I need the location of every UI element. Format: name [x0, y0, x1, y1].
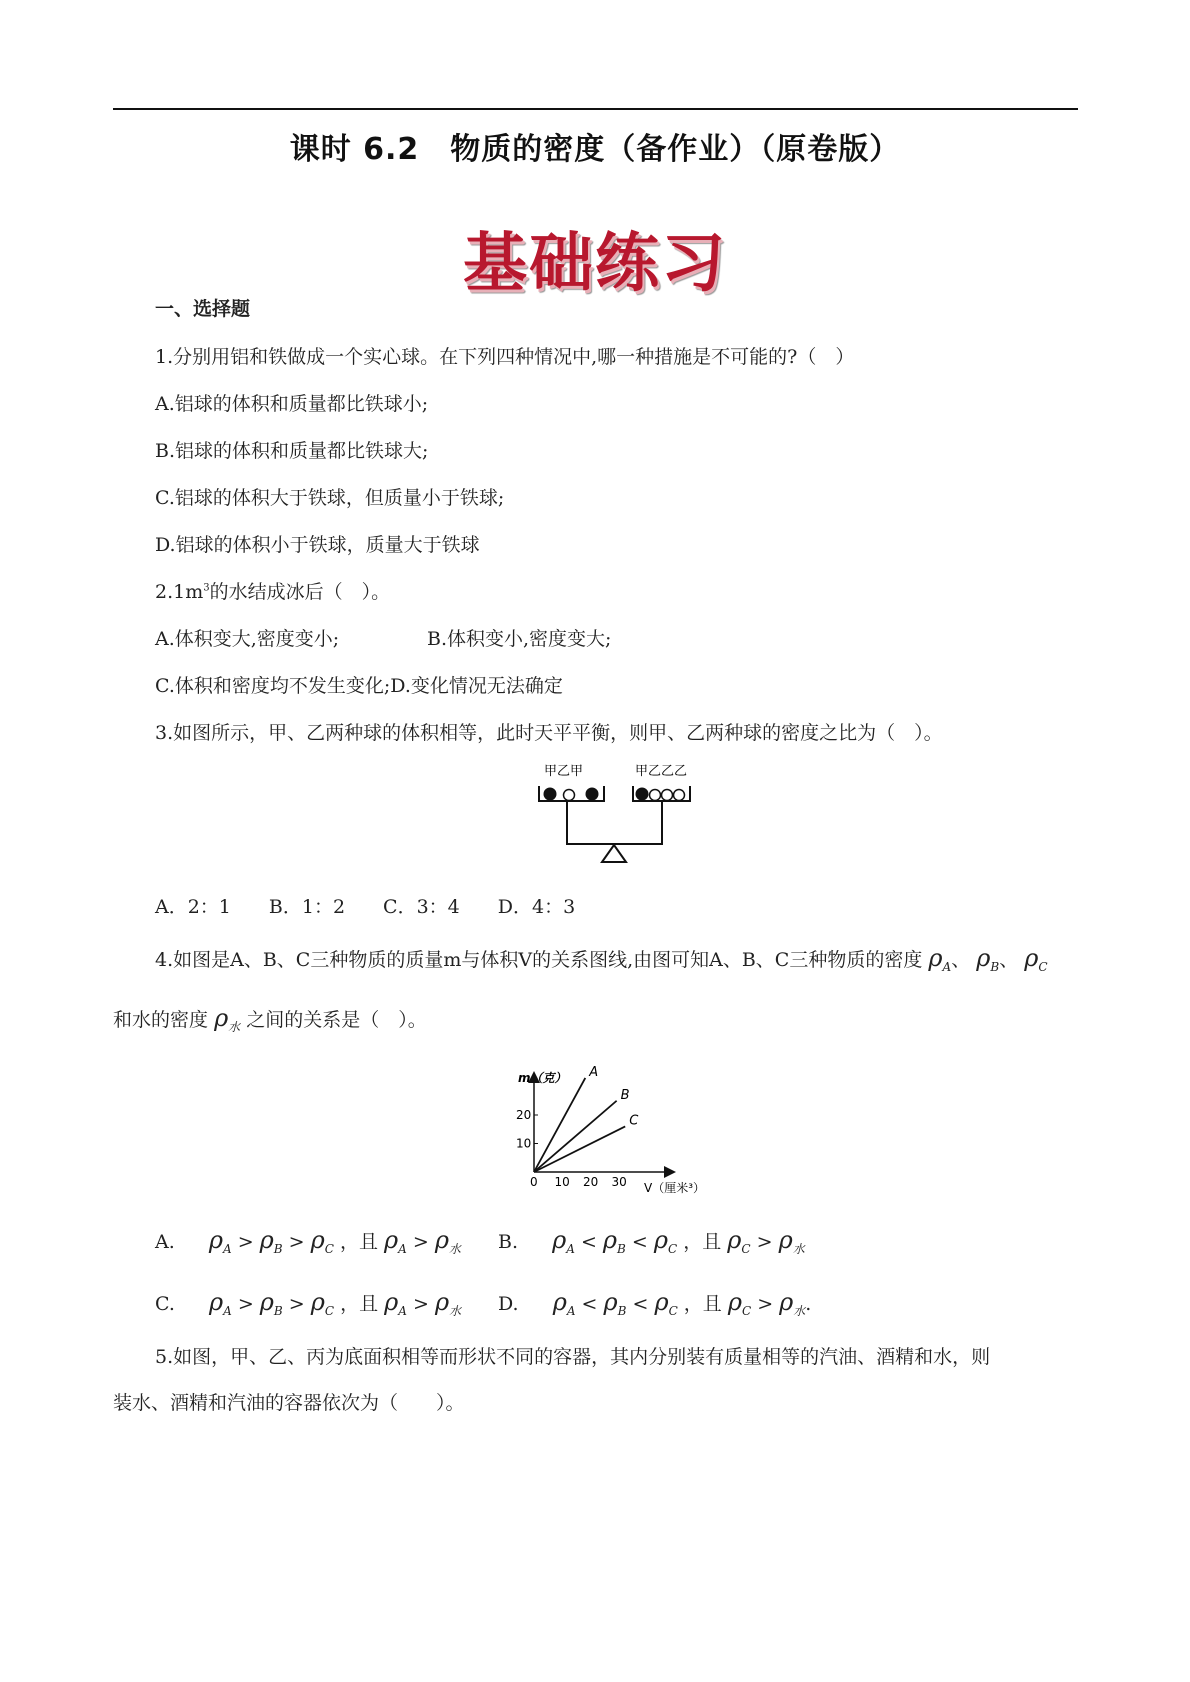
qie-text: ，且: [340, 1293, 379, 1315]
q4-stem2-post: 之间的关系是（ ）。: [246, 1009, 427, 1031]
q1-option-c: C.铝球的体积大于铁球，但质量小于铁球;: [155, 487, 505, 509]
period: .: [805, 1293, 812, 1315]
gt-sign: >: [288, 1293, 305, 1315]
rho-sub-c: C: [1038, 959, 1048, 974]
x-tick-label: 20: [583, 1175, 599, 1189]
q4-stem: [155, 944, 1048, 974]
rho-symbol: ρ: [727, 1226, 742, 1254]
rho-sub-water: 水: [228, 1019, 241, 1034]
lt-sign: <: [580, 1231, 597, 1253]
qie-text: ，且: [339, 1231, 378, 1253]
option-letter: C.: [155, 1293, 175, 1315]
separator: 、: [951, 949, 971, 971]
q5-stem-line1: 5.如图，甲、乙、丙为底面积相等而形状不同的容器，其内分别装有质量相等的汽油、酒精和水，则: [155, 1346, 991, 1368]
rho-symbol: ρ: [259, 1288, 274, 1316]
fulcrum: [602, 845, 626, 862]
rho-symbol: ρ: [384, 1226, 399, 1254]
series-label-c: C: [629, 1113, 639, 1129]
rho-sub-water: 水: [448, 1241, 461, 1256]
rho-sub-b: B: [617, 1303, 627, 1318]
option-letter: D.: [498, 1293, 519, 1315]
rho-sub-c: C: [667, 1241, 678, 1256]
ball-yi: [662, 790, 673, 801]
rho-symbol: ρ: [976, 944, 991, 972]
gt-sign: >: [237, 1231, 254, 1253]
q2-stem-pre: 2.1m: [155, 581, 204, 603]
rho-sub-a: A: [566, 1303, 576, 1318]
option-letter: A.: [155, 1231, 175, 1253]
rho-sub-b: B: [273, 1303, 283, 1318]
q4-option-d: [498, 1288, 811, 1319]
x-axis-label: V（厘米³）: [644, 1181, 706, 1195]
balance-left-label: 甲乙甲: [544, 764, 584, 779]
page-title: 课时 6.2 物质的密度（备作业）（原卷版）: [289, 132, 901, 167]
rho-symbol: ρ: [654, 1288, 669, 1316]
x-tick-label: 10: [554, 1175, 570, 1189]
gt-sign: >: [237, 1293, 254, 1315]
top-rule: [113, 108, 1078, 110]
separator: 、: [999, 949, 1019, 971]
ball-jia: [636, 788, 649, 801]
rho-symbol: ρ: [552, 1226, 567, 1254]
section-banner: 基础练习: [463, 226, 727, 301]
rho-symbol: ρ: [602, 1226, 618, 1254]
rho-sub-a: A: [398, 1241, 407, 1256]
series-label-a: A: [589, 1064, 599, 1080]
rho-sub-c: C: [324, 1303, 335, 1318]
rho-sub-c: C: [668, 1303, 678, 1318]
lt-sign: <: [581, 1293, 598, 1315]
rho-symbol: ρ: [434, 1288, 450, 1316]
rho-sub-a: A: [398, 1303, 407, 1318]
rho-sub-c: C: [324, 1241, 334, 1256]
rho-symbol: ρ: [779, 1288, 794, 1316]
rho-symbol: ρ: [209, 1288, 224, 1316]
q2-option-a: A.体积变大,密度变小;: [155, 628, 340, 650]
rho-sub-b: B: [990, 959, 1000, 974]
lt-sign: <: [632, 1293, 649, 1315]
ball-jia: [544, 788, 557, 801]
q3-options: A．2：1 B．1：2 C．3：4 D．4：3: [155, 896, 576, 918]
gt-sign: >: [757, 1293, 774, 1315]
ball-yi: [564, 790, 575, 801]
q1-option-d: D.铝球的体积小于铁球，质量大于铁球: [155, 534, 480, 556]
q2-stem: [155, 577, 390, 604]
rho-symbol: ρ: [310, 1288, 325, 1316]
rho-symbol: ρ: [727, 1288, 742, 1316]
option-letter: B.: [498, 1231, 519, 1253]
q1-option-a: A.铝球的体积和质量都比铁球小;: [155, 393, 429, 415]
y-tick-label: 20: [516, 1108, 532, 1122]
lt-sign: <: [631, 1231, 648, 1253]
rho-sub-a: A: [566, 1241, 575, 1256]
rho-sub-c: C: [741, 1303, 752, 1318]
q4-option-c: [155, 1288, 461, 1319]
q4-stem2-pre: 和水的密度: [113, 1009, 209, 1031]
rho-symbol: ρ: [603, 1288, 618, 1316]
ball-jia: [586, 788, 599, 801]
rho-symbol: ρ: [1024, 944, 1039, 972]
balance-right-label: 甲乙乙乙: [635, 764, 688, 779]
gt-sign: >: [412, 1231, 429, 1253]
gt-sign: >: [412, 1293, 429, 1315]
q1-stem: 1.分别用铝和铁做成一个实心球。在下列四种情况中,哪一种措施是不可能的?（ ）: [155, 346, 855, 368]
rho-symbol: ρ: [552, 1288, 567, 1316]
qie-text: ，且: [683, 1231, 722, 1253]
rho-sub-a: A: [222, 1241, 232, 1256]
rho-sub-a: A: [223, 1303, 232, 1318]
rho-symbol: ρ: [214, 1004, 229, 1032]
q2-stem-sup: 3: [203, 582, 210, 594]
rho-symbol: ρ: [778, 1226, 793, 1254]
rho-sub-water: 水: [793, 1303, 806, 1318]
q4-stem-text: 4.如图是A、B、C三种物质的质量m与体积V的关系图线,由图可知A、B、C三种物质的密度: [155, 949, 923, 971]
rho-sub-b: B: [273, 1241, 283, 1256]
balance-figure: [535, 760, 695, 870]
qie-text: ，且: [683, 1293, 722, 1315]
section-heading: 一、选择题: [155, 298, 251, 320]
rho-sub-b: B: [617, 1241, 626, 1256]
q2-stem-post: 的水结成冰后（ ）。: [209, 581, 391, 603]
rho-sub-c: C: [741, 1241, 751, 1256]
gt-sign: >: [756, 1231, 773, 1253]
rho-sub-a: A: [942, 959, 952, 974]
rho-sub-water: 水: [449, 1303, 462, 1318]
series-line-a: [534, 1078, 585, 1172]
rho-symbol: ρ: [259, 1226, 274, 1254]
rho-symbol: ρ: [928, 944, 943, 972]
q4-option-b: [498, 1226, 805, 1257]
rho-symbol: ρ: [434, 1226, 449, 1254]
q1-option-b: B.铝球的体积和质量都比铁球大;: [155, 440, 429, 462]
x-tick-label: 0: [530, 1175, 538, 1189]
q4-stem-line2: [113, 1004, 427, 1035]
q2-option-b: B.体积变小,密度变大;: [427, 628, 612, 650]
rho-symbol: ρ: [653, 1226, 668, 1254]
ball-yi: [650, 790, 661, 801]
q3-stem: 3.如图所示，甲、乙两种球的体积相等，此时天平平衡，则甲、乙两种球的密度之比为（ ）。: [155, 722, 943, 744]
rho-symbol: ρ: [310, 1226, 325, 1254]
y-tick-label: 10: [516, 1136, 532, 1151]
ball-yi: [674, 790, 685, 801]
series-label-b: B: [620, 1087, 630, 1103]
q4-option-a: [155, 1226, 461, 1257]
q2-option-cd: C.体积和密度均不发生变化;D.变化情况无法确定: [155, 675, 563, 697]
gt-sign: >: [288, 1231, 305, 1253]
rho-sub-water: 水: [792, 1241, 805, 1256]
rho-symbol: ρ: [384, 1288, 399, 1316]
y-axis-label: m（克）: [518, 1071, 567, 1085]
q5-stem-line2: 装水、酒精和汽油的容器依次为（ ）。: [113, 1392, 465, 1414]
x-tick-label: 30: [611, 1175, 627, 1189]
rho-symbol: ρ: [208, 1226, 223, 1254]
mass-volume-chart: [508, 1062, 724, 1202]
